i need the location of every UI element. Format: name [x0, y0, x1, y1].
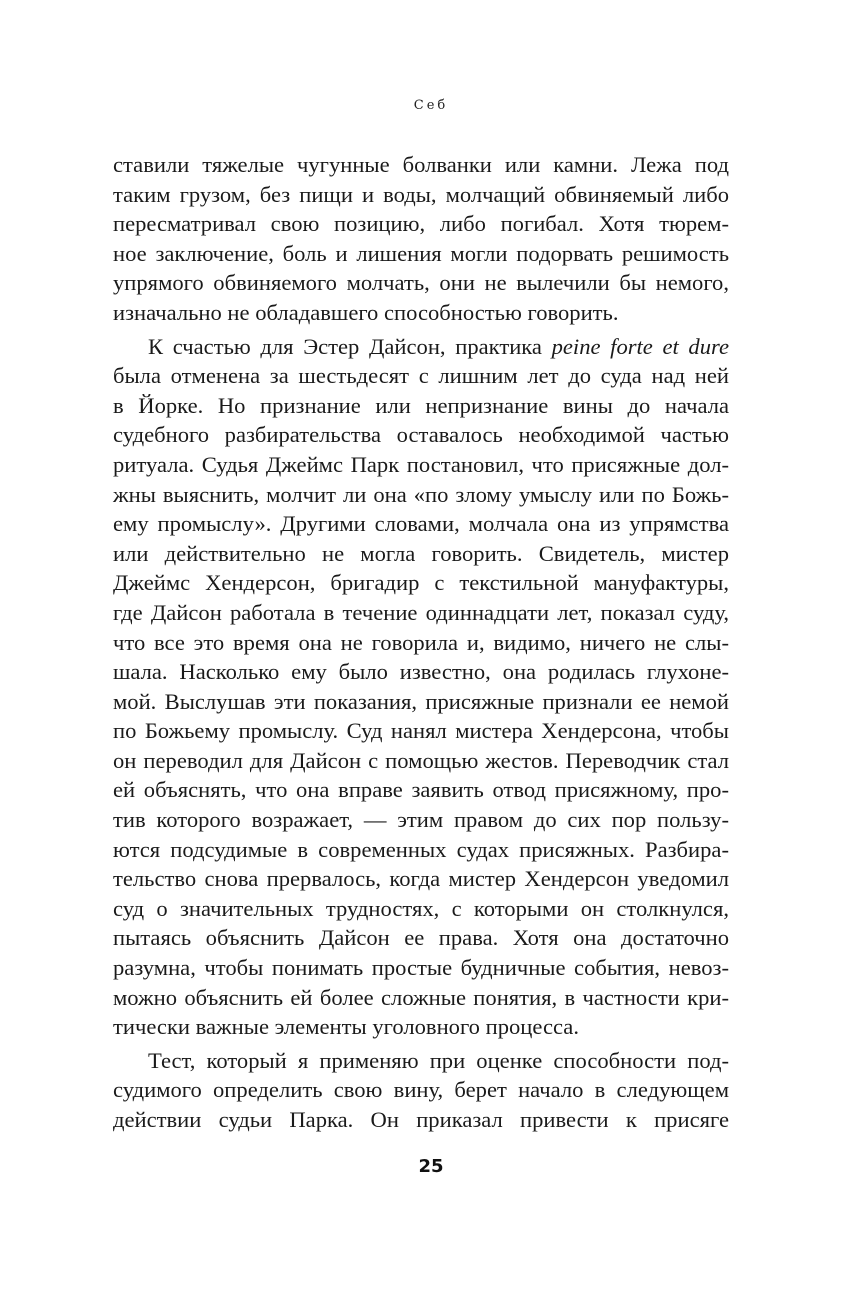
text-line: он переводил для Дайсон с помощью жестов. Переводчик стал	[113, 747, 729, 773]
text-line: была отменена за шестьдесят с лишним лет до суда над ней	[113, 363, 729, 389]
text-line: судимого определить свою вину, берет начало в следующем	[113, 1077, 729, 1103]
text-line: шала. Насколько ему было известно, она родилась глухоне-	[113, 659, 729, 685]
text-line: ему промыслу». Другими словами, молчала она из упрямства	[113, 511, 729, 537]
text-run: К счастью для Эстер Дайсон, практика	[148, 333, 552, 359]
text-line: суд о значительных трудностях, с которыми он столкнулся,	[113, 895, 729, 921]
text-line: можно объяснить ей более сложные понятия, в частности кри-	[113, 984, 729, 1010]
text-line: где Дайсон работала в течение одиннадцати лет, показал суду,	[113, 599, 729, 625]
paragraph-3	[113, 1046, 729, 1135]
paragraph-1	[113, 150, 729, 328]
text-line: изначально не обладавшего способностью говорить.	[113, 299, 619, 325]
text-line: что все это время она не говорила и, видимо, ничего не слы-	[113, 629, 729, 655]
text-line: по Божьему промыслу. Суд нанял мистера Хендерсона, чтобы	[113, 718, 729, 744]
text-line: пытаясь объяснить Дайсон ее права. Хотя она достаточно	[113, 925, 729, 951]
text-line: тив которого возражает, — этим правом до сих пор пользу-	[113, 807, 729, 833]
body-text	[113, 150, 729, 1135]
text-line: жны выяснить, молчит ли она «по злому умыслу или по Божь-	[113, 481, 729, 507]
text-line: мой. Выслушав эти показания, присяжные признали ее немой	[113, 688, 729, 714]
text-line: судебного разбирательства оставалось необходимой частью	[113, 422, 729, 448]
text-line: или действительно не могла говорить. Свидетель, мистер	[113, 540, 729, 566]
text-line: Джеймс Хендерсон, бригадир с текстильной мануфактуры,	[113, 570, 729, 596]
text-line: тельство снова прервалось, когда мистер Хендерсон уведомил	[113, 866, 729, 892]
paragraph-2	[113, 332, 729, 1042]
text-line: разумна, чтобы понимать простые будничные события, невоз-	[113, 955, 729, 981]
running-head: Себ	[413, 98, 449, 113]
text-line: действии судьи Парка. Он приказал привести к присяге	[113, 1107, 729, 1132]
text-line: ное заключение, боль и лишения могли подорвать решимость	[113, 240, 729, 266]
text-line: ритуала. Судья Джеймс Парк постановил, что присяжные дол-	[113, 451, 729, 477]
text-line: ставили тяжелые чугунные болванки или камни. Лежа под	[113, 152, 729, 177]
text-line: таким грузом, без пищи и воды, молчащий обвиняемый либо	[113, 181, 729, 207]
text-line: пересматривал свою позицию, либо погибал. Хотя тюрем-	[113, 211, 729, 237]
text-line: ются подсудимые в современных судах присяжных. Разбира-	[113, 836, 729, 862]
text-line: Тест, который я применяю при оценке способности под-	[148, 1047, 729, 1073]
text-line: ей объяснять, что она вправе заявить отвод присяжному, про-	[113, 777, 729, 803]
text-line: упрямого обвиняемого молчать, они не вылечили бы немого,	[113, 270, 729, 296]
page-number: 25	[418, 1156, 444, 1177]
text-line: тически важные элементы уголовного процесса.	[113, 1014, 579, 1040]
text-line-first	[113, 332, 729, 362]
latin-term: peine forte et dure	[551, 333, 729, 359]
text-line: в Йорке. Но признание или непризнание вины до начала	[113, 392, 729, 418]
